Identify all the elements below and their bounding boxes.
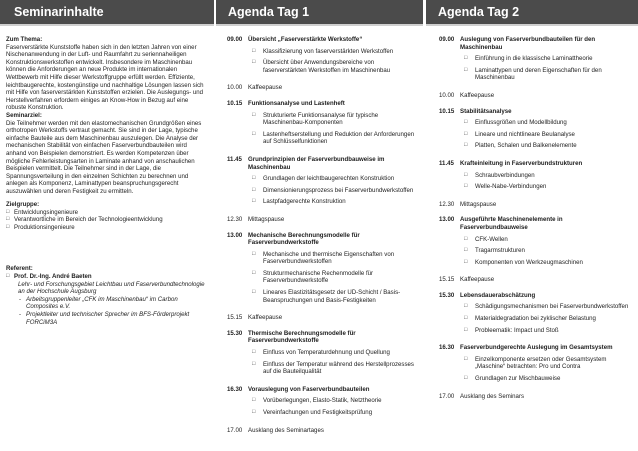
agenda-time: 17.00 xyxy=(439,392,455,400)
topic-label: Zum Thema: xyxy=(6,36,43,43)
agenda-time: 10.00 xyxy=(227,84,243,92)
agenda-item xyxy=(227,427,417,435)
agenda-subitem: □ Einzelkomponente ersetzen oder Gesamtsystem „Maschine“ betrachten: Pro und Contra xyxy=(439,356,632,371)
agenda-time: 15.30 xyxy=(439,291,455,299)
agenda-title: Kaffeepause xyxy=(460,91,495,99)
agenda-item xyxy=(439,92,632,100)
agenda-time: 15.15 xyxy=(439,276,455,284)
agenda-item-heading xyxy=(227,330,417,345)
seminar-content-header: Seminarinhalte xyxy=(0,0,214,24)
agenda-subitem: □ Tragarmstrukturen xyxy=(439,247,632,255)
agenda-time: 10.15 xyxy=(439,107,455,115)
agenda-subitem: □ Einflussgrößen und Modellbildung xyxy=(439,119,632,127)
agenda-time: 11.45 xyxy=(227,155,242,163)
agenda-title: Thermische Berechnungsmodelle für Faserverbundwerkstoffe xyxy=(248,329,356,345)
agenda-day1-column xyxy=(216,0,423,451)
agenda-item xyxy=(439,160,632,191)
agenda-subitem: □ Materialdegradation bei zyklischer Belastung xyxy=(439,315,632,323)
agenda-subitem: □ Einfluss von Temperaturdehnung und Quellung xyxy=(227,349,417,357)
agenda-day1-list xyxy=(216,36,423,434)
agenda-subitem: □ Dimensionierungsprozess bei Faserverbundwerkstoffen xyxy=(227,187,417,195)
agenda-subitem: □ Einfluss der Temperatur während des Herstellprozesses auf die Bauteilqualität xyxy=(227,361,417,376)
header-divider xyxy=(426,24,638,26)
agenda-time: 12.30 xyxy=(227,215,243,223)
agenda-time: 09.00 xyxy=(439,36,455,43)
agenda-time: 13.00 xyxy=(227,231,243,239)
agenda-item-heading xyxy=(227,386,417,394)
agenda-title: Übersicht „Faserverstärkte Werkstoffe“ xyxy=(248,36,363,43)
agenda-item xyxy=(439,108,632,150)
agenda-item xyxy=(439,344,632,382)
agenda-subitem: □ Strukturmechanische Rechenmodelle für Faserverbundwerkstoffe xyxy=(227,270,417,285)
agenda-item xyxy=(227,100,417,146)
agenda-subitem: □ Lastpfadgerechte Konstruktion xyxy=(227,198,417,206)
agenda-item xyxy=(227,386,417,417)
seminar-content-body xyxy=(0,36,214,326)
agenda-item-heading xyxy=(439,108,632,116)
agenda-item xyxy=(227,314,417,322)
agenda-item xyxy=(439,292,632,334)
agenda-time: 15.15 xyxy=(227,314,243,322)
agenda-item xyxy=(227,216,417,224)
agenda-item xyxy=(439,276,632,284)
speaker-label: Referent: xyxy=(6,265,33,273)
agenda-item xyxy=(439,393,632,401)
agenda-subitem: □ Lineare und nichtlineare Beulanalyse xyxy=(439,131,632,139)
agenda-item xyxy=(227,232,417,305)
agenda-subitem: □ Welle-Nabe-Verbindungen xyxy=(439,183,632,191)
agenda-item xyxy=(439,201,632,209)
agenda-title: Kaffeepause xyxy=(460,276,495,284)
agenda-item-heading xyxy=(439,292,632,300)
agenda-item xyxy=(227,36,417,74)
agenda-title: Krafteinleitung in Faserverbundstrukturen xyxy=(460,159,583,167)
audience-item: □ Entwicklungsingenieure xyxy=(6,209,208,217)
agenda-subitem: □ Klassifizierung von faserverstärkten Werkstoffen xyxy=(227,48,417,56)
agenda-subitem: □ Grundlagen der leichtbaugerechten Konstruktion xyxy=(227,175,417,183)
audience-label: Zielgruppe: xyxy=(6,200,40,208)
agenda-subitem: □ Grundlagen zur Mischbauweise xyxy=(439,375,632,383)
agenda-item-heading xyxy=(439,276,632,284)
agenda-subitem: □ Laminattypen und deren Eigenschaften für den Maschinenbau xyxy=(439,67,632,82)
audience-item: □ Verantwortliche im Bereich der Technologieentwicklung xyxy=(6,216,208,224)
agenda-item xyxy=(439,216,632,266)
agenda-item-heading xyxy=(439,36,632,51)
agenda-day2-column xyxy=(426,0,638,451)
agenda-item-heading xyxy=(227,84,417,92)
audience-item: □ Produktionsingenieure xyxy=(6,224,208,232)
agenda-title: Auslegung von Faserverbundbauteilen für den Maschinenbau xyxy=(460,36,596,51)
agenda-subitem: □ CFK-Wellen xyxy=(439,236,632,244)
agenda-subitem: □ Probleematik: Impact und Stoß xyxy=(439,327,632,335)
agenda-title: Mechanische Berechnungsmodelle für Faserverbundwerkstoffe xyxy=(248,231,360,247)
agenda-title: Faserverbundgerechte Auslegung im Gesamtsystem xyxy=(460,344,613,352)
agenda-time: 15.30 xyxy=(227,329,243,337)
agenda-subitem: □ Schraubverbindungen xyxy=(439,172,632,180)
agenda-item-heading xyxy=(439,344,632,352)
agenda-item-heading xyxy=(439,92,632,100)
agenda-title: Ausgeführte Maschinenelemente in Faserverbundbauweise xyxy=(460,216,563,231)
seminar-content-column xyxy=(0,0,214,451)
agenda-title: Grundprinzipien der Faserverbundbauweise im Maschinenbau xyxy=(248,155,385,171)
agenda-item xyxy=(227,330,417,376)
agenda-item xyxy=(227,156,417,206)
agenda-item-heading xyxy=(439,393,632,401)
agenda-title: Funktionsanalyse und Lastenheft xyxy=(248,99,345,107)
agenda-item-heading xyxy=(439,160,632,168)
speaker-name: □ Prof. Dr.-Ing. André Baeten xyxy=(6,273,208,281)
agenda-item-heading xyxy=(227,314,417,322)
goal-text: Die Teilnehmer werden mit den elastomechanischen Grundgrößen eines orthotropen Werkstoffs vertraut gemacht. Sie sind in der Lage, typische einfache Bauteile aus dem Maschinenbau auszulegen. Die Analyse der mechanischen Stabilität von einfachen Faserverbundbauteilen wird anhand von Beispielen demonstriert. Es werden Kompetenzen über mögliche Fehlerleistungsarten in Laminate anhand von anschaulichen Beispielen vermittelt. Die Teilnehmer sind in der Lage, die Spannungsverteilung in den einzelnen Schichten zu berechnen und anlegen als Komponenz, Laminattypen beanspruchungsgerecht auszuwählen und deren Festigkeit zu ermitteln. xyxy=(6,119,202,195)
agenda-item-heading xyxy=(227,216,417,224)
agenda-item-heading xyxy=(439,216,632,231)
agenda-day2-header: Agenda Tag 2 xyxy=(426,0,638,24)
agenda-subitem: □ Vereinfachungen und Festigkeitsprüfung xyxy=(227,409,417,417)
agenda-title: Stabilitätsanalyse xyxy=(460,107,512,115)
agenda-time: 16.30 xyxy=(439,344,455,352)
agenda-subitem: □ Schädigungsmechanismen bei Faserverbundwerkstoffen xyxy=(439,303,632,311)
agenda-time: 10.15 xyxy=(227,99,243,107)
agenda-title: Mittagspause xyxy=(460,200,497,208)
agenda-time: 13.00 xyxy=(439,216,455,224)
agenda-subitem: □ Lineares Elastizitätsgesetz der UD-Schicht / Basis-Beanspruchungen und Basis-Festigkeiten xyxy=(227,289,417,304)
agenda-subitem: □ Übersicht über Anwendungsbereiche von faserverstärkten Werkstoffen im Maschinenbau xyxy=(227,59,417,74)
agenda-subitem: □ Strukturierte Funktionsanalyse für typische Maschinenbau-Komponenten xyxy=(227,112,417,127)
speaker-role-item: - Projektleiter und technischer Sprecher im BFS-Förderprojekt FORCiM3A xyxy=(6,311,208,326)
agenda-subitem: □ Platten, Schalen und Balkenelemente xyxy=(439,142,632,150)
agenda-item-heading xyxy=(439,201,632,209)
header-divider xyxy=(0,24,214,26)
agenda-item-heading xyxy=(227,36,417,44)
agenda-title: Kaffeepause xyxy=(248,84,283,92)
agenda-title: Vorauslegung von Faserverbundbauteilen xyxy=(248,385,370,393)
agenda-subitem: □ Vorüberlegungen, Elasto-Statik, Netztheorie xyxy=(227,397,417,405)
agenda-item-heading xyxy=(227,156,417,171)
agenda-day2-list xyxy=(426,36,638,400)
agenda-item-heading xyxy=(227,232,417,247)
agenda-subitem: □ Komponenten von Werkzeugmaschinen xyxy=(439,259,632,267)
agenda-subitem: □ Einführung in die klassische Laminattheorie xyxy=(439,55,632,63)
agenda-title: Kaffeepause xyxy=(248,314,283,322)
agenda-subitem: □ Lastenheftserstellung und Reduktion der Anforderungen auf Schlüsselfunktionen xyxy=(227,131,417,146)
speaker-role-item: - Arbeitsgruppenleiter „CFK im Maschinenbau“ im Carbon Composites e.V. xyxy=(6,296,208,311)
agenda-title: Ausklang des Seminars xyxy=(460,392,525,400)
agenda-day1-header: Agenda Tag 1 xyxy=(216,0,423,24)
agenda-time: 17.00 xyxy=(227,426,243,434)
agenda-time: 11.45 xyxy=(439,159,454,167)
topic-text: Faserverstärkte Kunststoffe haben sich in den letzten Jahren von einer Nischenanwendung in der Luft- und Raumfahrt zu seriennaheiligen Konstruktionswerkstoffen entwickelt. Insbesondere im Maschinenbau können die Anforderungen an neue Produkte im internationalen Wettbewerb mit Hilfe dieser Werkstoffgruppe erfüllt werden. Effiziente, leichtbaugerechte, kostengünstige und nachhaltige Lösungen lassen sich mit Hilfe von faserverstärkten Kunststoffen erzielen. Die Auslegungs- und Herstellverfahren erfordern einiges an Know-How in Bezug auf eine robuste Konstruktion. xyxy=(6,43,204,112)
agenda-title: Lebensdauerabschätzung xyxy=(460,291,536,299)
agenda-item-heading xyxy=(227,100,417,108)
agenda-subitem: □ Mechanische und thermische Eigenschaften von Faserverbundwerkstoffen xyxy=(227,251,417,266)
goal-label: Seminarziel: xyxy=(6,111,42,119)
agenda-item-heading xyxy=(227,427,417,435)
agenda-title: Mittagspause xyxy=(248,215,285,223)
agenda-title: Ausklang des Seminartages xyxy=(248,426,324,434)
agenda-time: 16.30 xyxy=(227,385,243,393)
agenda-item xyxy=(227,84,417,92)
agenda-time: 10.00 xyxy=(439,91,455,99)
header-divider xyxy=(216,24,423,26)
agenda-time: 09.00 xyxy=(227,36,243,43)
agenda-item xyxy=(439,36,632,82)
agenda-time: 12.30 xyxy=(439,200,455,208)
speaker-role: Lehr- und Forschungsgebiet Leichtbau und Faserverbundtechnologie an der Hochschule Augsburg xyxy=(18,280,205,296)
